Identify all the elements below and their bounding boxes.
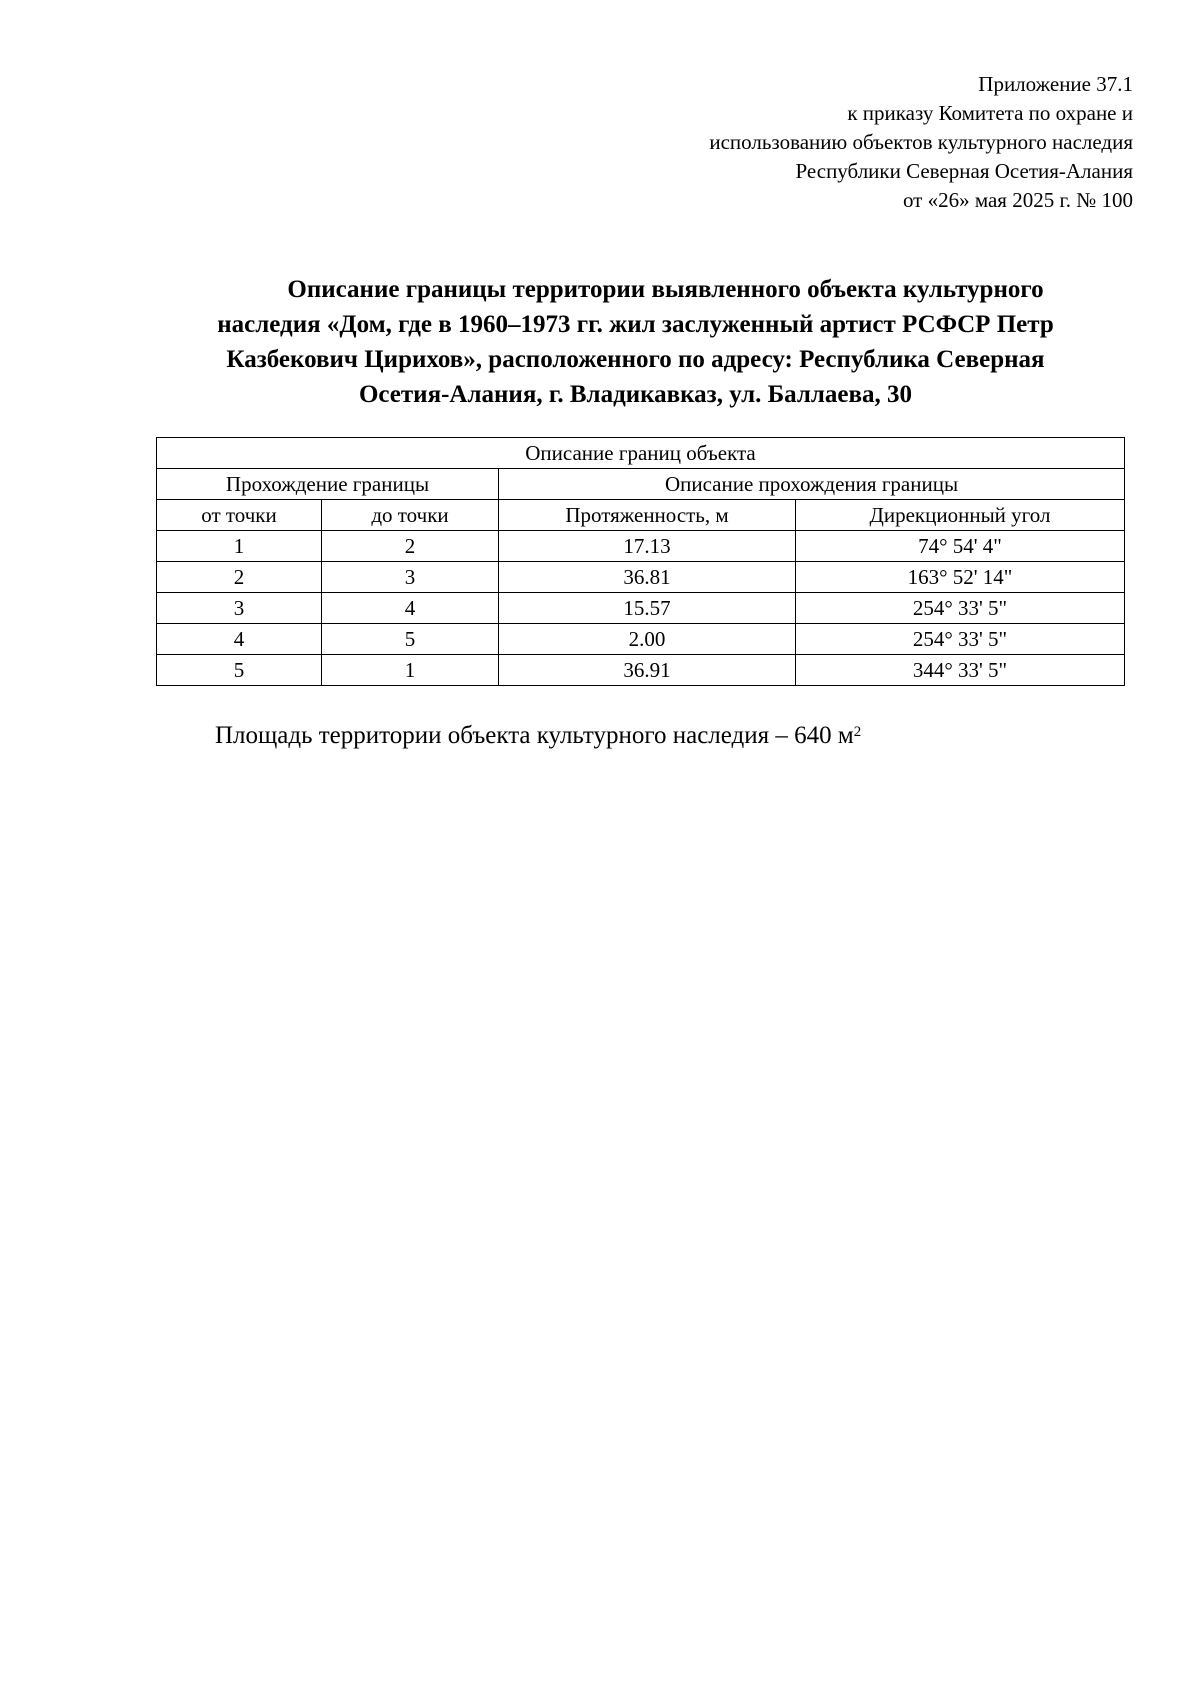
cell-from: 3 [157,593,322,624]
column-header-length: Протяженность, м [499,500,796,531]
cell-to: 5 [322,624,499,655]
cell-length: 36.81 [499,562,796,593]
cell-from: 5 [157,655,322,686]
column-header-angle: Дирекционный угол [796,500,1125,531]
group-header-description: Описание прохождения границы [499,469,1125,500]
table-row [157,593,1125,624]
cell-to: 2 [322,531,499,562]
title-line-2: наследия «Дом, где в 1960–1973 гг. жил заслуженный артист РСФСР Петр [217,311,1054,338]
column-header-to: до точки [322,500,499,531]
cell-to: 1 [322,655,499,686]
table-row [157,624,1125,655]
cell-length: 2.00 [499,624,796,655]
cell-from: 2 [157,562,322,593]
cell-from: 1 [157,531,322,562]
cell-angle: 254° 33' 5" [796,593,1125,624]
cell-to: 4 [322,593,499,624]
table-row [157,562,1125,593]
appendix-header [533,70,1133,215]
title-line-4: Осетия-Алания, г. Владикавказ, ул. Баллаева, 30 [358,381,913,408]
group-header-passage: Прохождение границы [157,469,499,500]
appendix-order-ref-line-3: Республики Северная Осетия-Алания [795,159,1133,183]
cell-angle: 74° 54' 4" [796,531,1125,562]
document-title [158,272,1113,412]
cell-angle: 344° 33' 5" [796,655,1125,686]
cell-length: 15.57 [499,593,796,624]
area-unit-superscript: 2 [853,724,862,740]
territory-area-text: Площадь территории объекта культурного наследия – 640 м [215,722,854,749]
table-caption: Описание границ объекта [157,438,1125,469]
appendix-order-date: от «26» мая 2025 г. № 100 [902,188,1133,212]
cell-length: 17.13 [499,531,796,562]
cell-angle: 163° 52' 14" [796,562,1125,593]
title-line-3: Казбекович Цирихов», расположенного по адресу: Республика Северная [226,346,1045,373]
table-caption-row [157,438,1125,469]
cell-from: 4 [157,624,322,655]
column-header-from: от точки [157,500,322,531]
appendix-order-ref-line-1: к приказу Комитета по охране и [847,101,1133,125]
table-row [157,531,1125,562]
territory-area [215,719,861,753]
cell-to: 3 [322,562,499,593]
table-column-header-row [157,500,1125,531]
appendix-order-ref-line-2: использованию объектов культурного наследия [709,130,1133,154]
table-row [157,655,1125,686]
table-group-header-row [157,469,1125,500]
cell-length: 36.91 [499,655,796,686]
appendix-number: Приложение 37.1 [978,72,1133,96]
cell-angle: 254° 33' 5" [796,624,1125,655]
boundary-table [156,437,1125,686]
title-line-1: Описание границы территории выявленного объекта культурного [287,276,1044,303]
